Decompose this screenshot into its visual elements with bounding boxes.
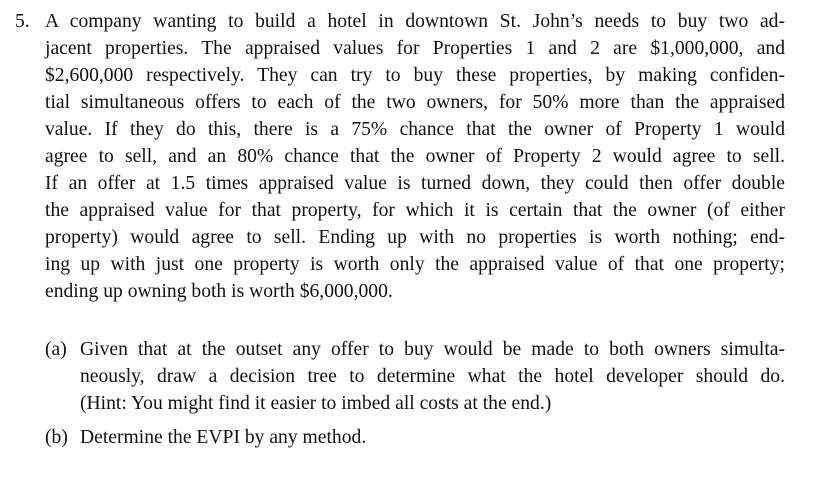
part-a-line: Given that at the outset any offer to buy would be made to both owners simulta-: [80, 339, 785, 360]
problem-number: 5.: [15, 11, 30, 32]
statement-line: jacent properties. The appraised values for Properties 1 and 2 are $1,000,000, and: [45, 38, 785, 59]
statement-line: tial simultaneous offers to each of the two owners, for 50% more than the appraised: [45, 92, 785, 113]
part-a-line: neously, draw a decision tree to determine what the hotel developer should do.: [80, 366, 785, 387]
part-b-label: (b): [45, 427, 68, 448]
part-b-line: Determine the EVPI by any method.: [80, 427, 367, 448]
statement-line: agree to sell, and an 80% chance that the owner of Property 2 would agree to sell.: [45, 146, 785, 167]
statement-line: ing up with just one property is worth only the appraised value of that one property;: [45, 254, 785, 275]
statement-line: If an offer at 1.5 times appraised value is turned down, they could then offer double: [45, 173, 785, 194]
part-a-label: (a): [45, 339, 67, 360]
statement-line: property) would agree to sell. Ending up with no properties is worth nothing; end-: [45, 227, 785, 248]
statement-line: A company wanting to build a hotel in downtown St. John’s needs to buy two ad-: [45, 11, 785, 32]
statement-line: $2,600,000 respectively. They can try to buy these properties, by making confiden-: [45, 65, 785, 86]
statement-line: ending up owning both is worth $6,000,000.: [45, 281, 393, 302]
statement-line: value. If they do this, there is a 75% chance that the owner of Property 1 would: [45, 119, 785, 140]
statement-line: the appraised value for that property, for which it is certain that the owner (of either: [45, 200, 785, 221]
part-a-line: (Hint: You might find it easier to imbed all costs at the end.): [80, 393, 552, 414]
